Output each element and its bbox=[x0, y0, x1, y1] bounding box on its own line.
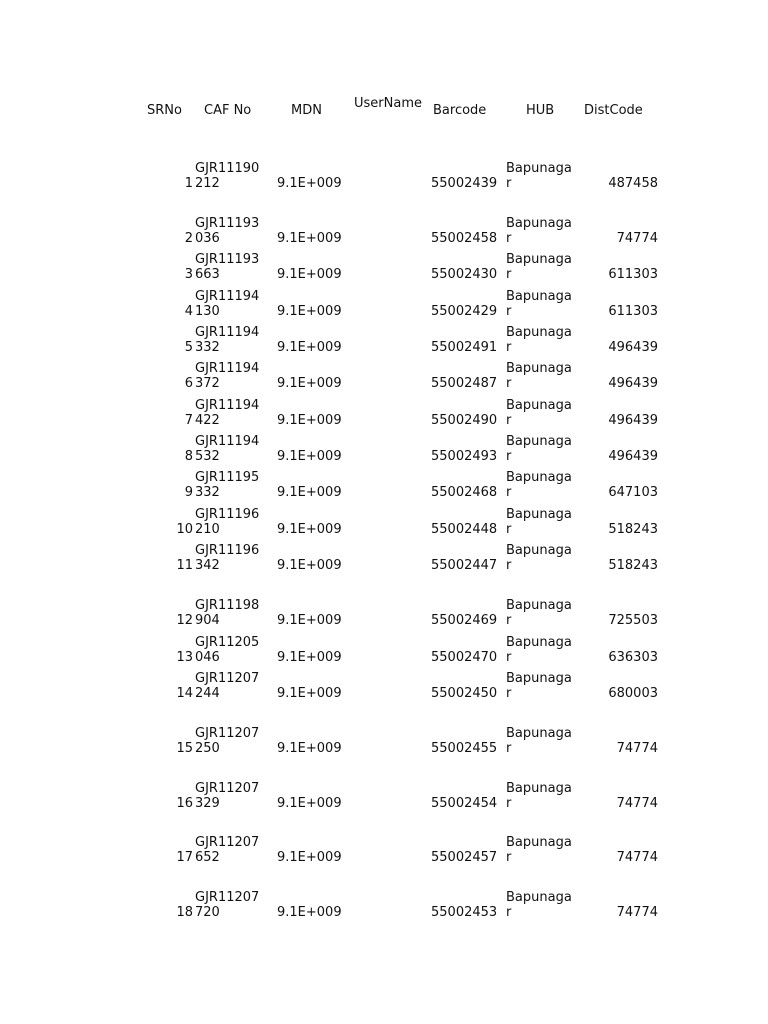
row-caf-no-line2: 332 bbox=[195, 340, 220, 355]
row-hub-line2: r bbox=[506, 741, 512, 756]
row-caf-no-line2: 130 bbox=[195, 304, 220, 319]
row-barcode: 55002455 bbox=[431, 741, 498, 756]
row-hub-line1: Bapunaga bbox=[506, 216, 572, 231]
header-username: UserName bbox=[354, 96, 422, 111]
row-mdn: 9.1E+009 bbox=[277, 340, 342, 355]
row-hub-line2: r bbox=[506, 686, 512, 701]
row-caf-no-line2: 904 bbox=[195, 613, 220, 628]
row-caf-no-line1: GJR11193 bbox=[195, 216, 260, 231]
row-distcode: 74774 bbox=[616, 850, 658, 865]
table-row bbox=[0, 470, 768, 500]
row-srno: 10 bbox=[176, 522, 193, 537]
row-barcode: 55002493 bbox=[431, 449, 498, 464]
row-srno: 15 bbox=[176, 741, 193, 756]
row-distcode: 680003 bbox=[608, 686, 658, 701]
row-distcode: 636303 bbox=[608, 650, 658, 665]
row-barcode: 55002453 bbox=[431, 905, 498, 920]
header-caf-no: CAF No bbox=[204, 103, 252, 118]
row-barcode: 55002490 bbox=[431, 413, 498, 428]
row-hub-line2: r bbox=[506, 796, 512, 811]
row-caf-no-line2: 372 bbox=[195, 376, 220, 391]
row-srno: 2 bbox=[184, 231, 193, 246]
row-srno: 7 bbox=[184, 413, 193, 428]
row-barcode: 55002469 bbox=[431, 613, 498, 628]
row-mdn: 9.1E+009 bbox=[277, 905, 342, 920]
row-caf-no-line1: GJR11194 bbox=[195, 289, 260, 304]
row-barcode: 55002450 bbox=[431, 686, 498, 701]
row-caf-no-line1: GJR11196 bbox=[195, 507, 260, 522]
row-hub-line2: r bbox=[506, 650, 512, 665]
row-hub-line1: Bapunaga bbox=[506, 543, 572, 558]
table-row bbox=[0, 216, 768, 246]
row-mdn: 9.1E+009 bbox=[277, 850, 342, 865]
row-srno: 18 bbox=[176, 905, 193, 920]
row-hub-line2: r bbox=[506, 340, 512, 355]
row-distcode: 74774 bbox=[616, 905, 658, 920]
row-srno: 9 bbox=[184, 485, 193, 500]
row-srno: 3 bbox=[184, 267, 193, 282]
row-srno: 14 bbox=[176, 686, 193, 701]
row-mdn: 9.1E+009 bbox=[277, 176, 342, 191]
row-barcode: 55002430 bbox=[431, 267, 498, 282]
row-distcode: 74774 bbox=[616, 231, 658, 246]
row-hub-line1: Bapunaga bbox=[506, 507, 572, 522]
row-caf-no-line1: GJR11193 bbox=[195, 252, 260, 267]
row-srno: 12 bbox=[176, 613, 193, 628]
row-caf-no-line2: 332 bbox=[195, 485, 220, 500]
row-hub-line1: Bapunaga bbox=[506, 635, 572, 650]
row-caf-no-line2: 720 bbox=[195, 905, 220, 920]
row-distcode: 496439 bbox=[608, 449, 658, 464]
row-hub-line1: Bapunaga bbox=[506, 434, 572, 449]
row-caf-no-line2: 046 bbox=[195, 650, 220, 665]
table-row bbox=[0, 507, 768, 537]
row-hub-line2: r bbox=[506, 449, 512, 464]
table-row bbox=[0, 726, 768, 756]
row-hub-line1: Bapunaga bbox=[506, 161, 572, 176]
row-distcode: 611303 bbox=[608, 267, 658, 282]
row-caf-no-line1: GJR11207 bbox=[195, 890, 260, 905]
row-hub-line1: Bapunaga bbox=[506, 252, 572, 267]
row-barcode: 55002448 bbox=[431, 522, 498, 537]
row-caf-no-line2: 329 bbox=[195, 796, 220, 811]
row-hub-line2: r bbox=[506, 267, 512, 282]
row-hub-line2: r bbox=[506, 522, 512, 537]
row-hub-line1: Bapunaga bbox=[506, 398, 572, 413]
row-srno: 4 bbox=[184, 304, 193, 319]
table-row bbox=[0, 289, 768, 319]
row-barcode: 55002491 bbox=[431, 340, 498, 355]
row-hub-line1: Bapunaga bbox=[506, 289, 572, 304]
row-srno: 13 bbox=[176, 650, 193, 665]
row-mdn: 9.1E+009 bbox=[277, 485, 342, 500]
table-row bbox=[0, 161, 768, 191]
row-distcode: 487458 bbox=[608, 176, 658, 191]
row-caf-no-line1: GJR11207 bbox=[195, 671, 260, 686]
row-distcode: 496439 bbox=[608, 376, 658, 391]
row-caf-no-line2: 212 bbox=[195, 176, 220, 191]
row-caf-no-line2: 422 bbox=[195, 413, 220, 428]
row-distcode: 496439 bbox=[608, 340, 658, 355]
row-caf-no-line1: GJR11205 bbox=[195, 635, 260, 650]
row-caf-no-line1: GJR11207 bbox=[195, 835, 260, 850]
row-hub-line2: r bbox=[506, 231, 512, 246]
row-caf-no-line2: 244 bbox=[195, 686, 220, 701]
row-caf-no-line1: GJR11195 bbox=[195, 470, 260, 485]
row-caf-no-line1: GJR11190 bbox=[195, 161, 260, 176]
row-distcode: 611303 bbox=[608, 304, 658, 319]
row-mdn: 9.1E+009 bbox=[277, 558, 342, 573]
row-srno: 5 bbox=[184, 340, 193, 355]
row-mdn: 9.1E+009 bbox=[277, 304, 342, 319]
row-hub-line1: Bapunaga bbox=[506, 890, 572, 905]
row-mdn: 9.1E+009 bbox=[277, 650, 342, 665]
row-srno: 6 bbox=[184, 376, 193, 391]
header-hub: HUB bbox=[526, 103, 555, 118]
row-hub-line1: Bapunaga bbox=[506, 835, 572, 850]
row-mdn: 9.1E+009 bbox=[277, 449, 342, 464]
row-barcode: 55002457 bbox=[431, 850, 498, 865]
row-caf-no-line1: GJR11207 bbox=[195, 781, 260, 796]
header-srno: SRNo bbox=[147, 103, 182, 118]
row-mdn: 9.1E+009 bbox=[277, 796, 342, 811]
row-mdn: 9.1E+009 bbox=[277, 231, 342, 246]
table-row bbox=[0, 325, 768, 355]
row-distcode: 647103 bbox=[608, 485, 658, 500]
table-row bbox=[0, 361, 768, 391]
row-srno: 8 bbox=[184, 449, 193, 464]
row-hub-line2: r bbox=[506, 485, 512, 500]
row-mdn: 9.1E+009 bbox=[277, 522, 342, 537]
row-hub-line2: r bbox=[506, 850, 512, 865]
row-caf-no-line1: GJR11198 bbox=[195, 598, 260, 613]
row-caf-no-line1: GJR11194 bbox=[195, 361, 260, 376]
table-row bbox=[0, 835, 768, 865]
table-row bbox=[0, 434, 768, 464]
row-caf-no-line1: GJR11196 bbox=[195, 543, 260, 558]
row-caf-no-line1: GJR11194 bbox=[195, 398, 260, 413]
row-barcode: 55002447 bbox=[431, 558, 498, 573]
row-srno: 17 bbox=[176, 850, 193, 865]
row-barcode: 55002429 bbox=[431, 304, 498, 319]
row-hub-line1: Bapunaga bbox=[506, 671, 572, 686]
row-mdn: 9.1E+009 bbox=[277, 376, 342, 391]
row-barcode: 55002470 bbox=[431, 650, 498, 665]
row-srno: 16 bbox=[176, 796, 193, 811]
row-hub-line1: Bapunaga bbox=[506, 598, 572, 613]
row-mdn: 9.1E+009 bbox=[277, 613, 342, 628]
row-distcode: 518243 bbox=[608, 522, 658, 537]
table-row bbox=[0, 671, 768, 701]
table-row bbox=[0, 781, 768, 811]
row-caf-no-line1: GJR11194 bbox=[195, 434, 260, 449]
row-hub-line1: Bapunaga bbox=[506, 781, 572, 796]
table-row bbox=[0, 598, 768, 628]
row-hub-line1: Bapunaga bbox=[506, 361, 572, 376]
row-caf-no-line2: 663 bbox=[195, 267, 220, 282]
row-hub-line2: r bbox=[506, 304, 512, 319]
header-barcode: Barcode bbox=[433, 103, 487, 118]
row-mdn: 9.1E+009 bbox=[277, 686, 342, 701]
row-caf-no-line2: 036 bbox=[195, 231, 220, 246]
row-barcode: 55002454 bbox=[431, 796, 498, 811]
row-caf-no-line2: 532 bbox=[195, 449, 220, 464]
row-hub-line1: Bapunaga bbox=[506, 325, 572, 340]
row-barcode: 55002468 bbox=[431, 485, 498, 500]
row-barcode: 55002487 bbox=[431, 376, 498, 391]
header-distcode: DistCode bbox=[584, 103, 643, 118]
row-mdn: 9.1E+009 bbox=[277, 413, 342, 428]
row-distcode: 74774 bbox=[616, 796, 658, 811]
row-caf-no-line1: GJR11194 bbox=[195, 325, 260, 340]
row-caf-no-line2: 652 bbox=[195, 850, 220, 865]
row-hub-line1: Bapunaga bbox=[506, 470, 572, 485]
table-row bbox=[0, 252, 768, 282]
row-srno: 11 bbox=[176, 558, 193, 573]
table-row bbox=[0, 890, 768, 920]
row-hub-line2: r bbox=[506, 413, 512, 428]
row-caf-no-line1: GJR11207 bbox=[195, 726, 260, 741]
row-hub-line2: r bbox=[506, 905, 512, 920]
table-row bbox=[0, 635, 768, 665]
row-hub-line2: r bbox=[506, 558, 512, 573]
row-mdn: 9.1E+009 bbox=[277, 741, 342, 756]
row-distcode: 518243 bbox=[608, 558, 658, 573]
table-row bbox=[0, 398, 768, 428]
header-mdn: MDN bbox=[291, 103, 322, 118]
row-hub-line1: Bapunaga bbox=[506, 726, 572, 741]
row-hub-line2: r bbox=[506, 376, 512, 391]
row-barcode: 55002439 bbox=[431, 176, 498, 191]
row-distcode: 496439 bbox=[608, 413, 658, 428]
row-caf-no-line2: 250 bbox=[195, 741, 220, 756]
row-caf-no-line2: 210 bbox=[195, 522, 220, 537]
row-distcode: 725503 bbox=[608, 613, 658, 628]
row-hub-line2: r bbox=[506, 176, 512, 191]
row-barcode: 55002458 bbox=[431, 231, 498, 246]
row-hub-line2: r bbox=[506, 613, 512, 628]
row-srno: 1 bbox=[184, 176, 193, 191]
table-row bbox=[0, 543, 768, 573]
row-distcode: 74774 bbox=[616, 741, 658, 756]
row-caf-no-line2: 342 bbox=[195, 558, 220, 573]
row-mdn: 9.1E+009 bbox=[277, 267, 342, 282]
